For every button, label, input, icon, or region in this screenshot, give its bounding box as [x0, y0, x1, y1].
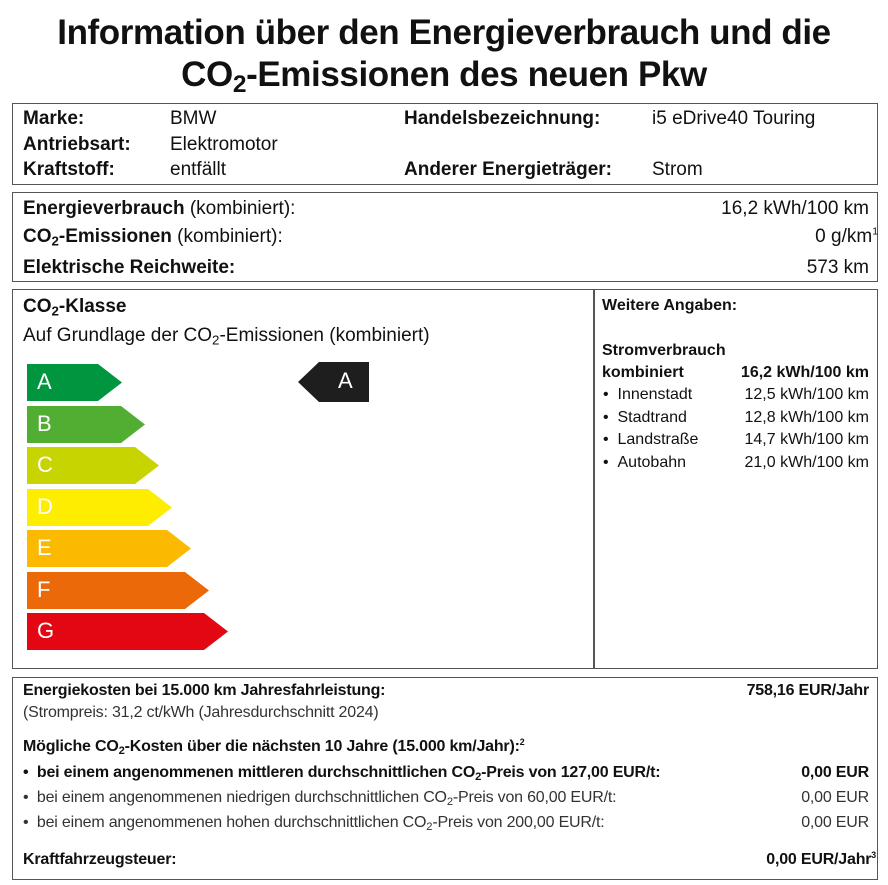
- co2-cost-heading: Mögliche $CO_2$-Kosten über die nächsten 10 Jahre (15.000 km/Jahr):$^2$: [23, 736, 525, 757]
- co2-class-bar-b: [27, 406, 145, 443]
- energy-consumption-value: 16,2 kWh/100 km: [721, 198, 869, 219]
- further-item-value: 21,0 kWh/100 km: [744, 453, 869, 471]
- co2-emissions-label: $CO_2$-Emissionen (kombiniert):: [23, 226, 283, 249]
- bar-letter: C: [37, 452, 53, 477]
- marke-value: BMW: [170, 108, 217, 129]
- handel-value: i5 eDrive40 Touring: [652, 108, 816, 129]
- co2-scenario-label: • bei einem angenommenen niedrigen durchschnittlichen $CO_2$-Preis von 60,00 EUR/t:: [23, 789, 617, 808]
- energy-cost-label: Energiekosten bei 15.000 km Jahresfahrleistung:: [23, 682, 386, 699]
- further-item-label: • Innenstadt: [603, 386, 693, 403]
- divider: [593, 289, 595, 669]
- co2-class-bar-e: [27, 530, 191, 567]
- further-item-label: • Autobahn: [603, 453, 687, 471]
- bar-letter: B: [37, 410, 52, 436]
- further-item-value: 12,5 kWh/100 km: [744, 386, 869, 403]
- co2-class-heading: $CO_2$-Klasse: [23, 296, 127, 319]
- bar-letter: E: [37, 535, 52, 560]
- co2-scenario-value: 0,00 EUR: [801, 814, 869, 831]
- antrieb-value: Elektromotor: [170, 134, 278, 155]
- energy-cost-value: 758,16 EUR/Jahr: [746, 682, 869, 699]
- marke-label: Marke:: [23, 108, 85, 129]
- co2-scenario-label: • bei einem angenommenen mittleren durchschnittlichen $CO_2$-Preis von 127,00 EUR/t:: [23, 764, 661, 783]
- pointer-arrow-shape: [298, 362, 369, 402]
- tax-value: 0,00 EUR/Jahr$^3$: [766, 849, 876, 868]
- energietraeger-value: Strom: [652, 159, 703, 180]
- bar-letter: F: [37, 576, 51, 602]
- strom-label: Stromverbrauch: [602, 342, 726, 359]
- kombiniert-value: 16,2 kWh/100 km: [740, 364, 869, 381]
- tax-label: Kraftfahrzeugsteuer:: [23, 851, 177, 868]
- price-note: (Strompreis: 31,2 ct/kWh (Jahresdurchschnitt 2024): [23, 704, 379, 721]
- co2-scenario-label: • bei einem angenommenen hohen durchschnittlichen $CO_2$-Preis von 200,00 EUR/t:: [23, 814, 605, 833]
- co2-class-bar-a: [27, 364, 122, 401]
- bar-arrow-shape: [27, 572, 209, 609]
- range-value: 573 km: [806, 257, 869, 278]
- energy-consumption-label: Energieverbrauch (kombiniert):: [23, 198, 296, 219]
- bar-letter: G: [37, 618, 55, 643]
- further-item-label: • Stadtrand: [603, 408, 687, 426]
- bar-letter: D: [37, 493, 53, 519]
- co2-class-bar-g: [27, 613, 228, 650]
- kombiniert-label: kombiniert: [602, 364, 684, 381]
- handel-label: Handelsbezeichnung:: [404, 108, 601, 129]
- further-item-value: 12,8 kWh/100 km: [744, 408, 869, 426]
- kraftstoff-value: entfällt: [170, 159, 226, 180]
- further-item-label: • Landstraße: [603, 431, 699, 448]
- bar-arrow-shape: [27, 613, 228, 650]
- co2-scenario-value: 0,00 EUR: [801, 789, 869, 806]
- co2-class-subheading: Auf Grundlage der $CO_2$-Emissionen (kombiniert): [23, 325, 430, 348]
- further-item-value: 14,7 kWh/100 km: [744, 431, 869, 448]
- range-label: Elektrische Reichweite:: [23, 257, 236, 278]
- co2-class-bar-f: [27, 572, 209, 609]
- energietraeger-label: Anderer Energieträger:: [404, 159, 613, 180]
- current-class-pointer: [298, 362, 369, 402]
- co2-emissions-value: 0 $g/km^1$: [815, 226, 878, 247]
- antrieb-label: Antriebsart:: [23, 134, 131, 155]
- current-class-letter: A: [338, 368, 353, 393]
- co2-scenario-value: 0,00 EUR: [801, 764, 869, 781]
- co2-class-bar-d: [27, 489, 172, 526]
- bar-letter: A: [37, 369, 52, 394]
- title-line-1: Information über den Energieverbrauch und die: [57, 13, 831, 52]
- title-line-2: $CO_2$-Emissionen des neuen Pkw: [181, 55, 707, 99]
- co2-class-bar-c: [27, 447, 159, 484]
- kraftstoff-label: Kraftstoff:: [23, 159, 115, 180]
- further-heading: Weitere Angaben:: [602, 297, 738, 314]
